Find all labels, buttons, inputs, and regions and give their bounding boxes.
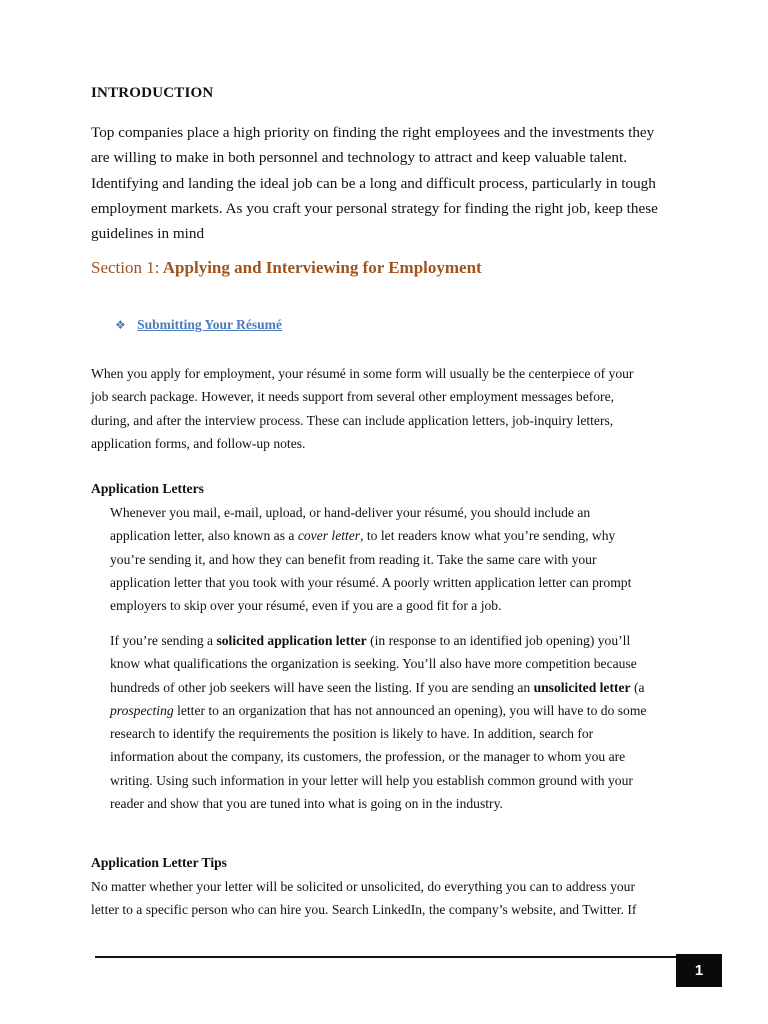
section1-paragraph <box>91 362 681 455</box>
line-segment: (a <box>630 679 645 695</box>
line-segment: application letter, also known as a <box>110 528 298 544</box>
paragraph-line: know what qualifications the organization is seeking. You’ll also have more competition because <box>110 656 637 672</box>
paragraph-line: No matter whether your letter will be solicited or unsolicited, do everything you can to address your <box>91 879 635 894</box>
paragraph-line: employers to skip over your résumé, even if you are a good fit for a job. <box>110 598 502 614</box>
bold-term: solicited application letter <box>216 633 367 648</box>
paragraph-line: application letter that you took with your résumé. A poorly written application letter can prompt <box>110 574 632 590</box>
page-number-badge: 1 <box>676 954 722 987</box>
paragraph-line: job search package. However, it needs support from several other employment messages before, <box>91 389 615 405</box>
application-letters-paragraph-2 <box>110 629 685 815</box>
italic-term: cover letter <box>297 528 361 544</box>
italic-term: prospecting <box>110 702 174 718</box>
line-segment: letter to an organization that has not announced an opening), you will have to do some <box>173 702 647 718</box>
line-segment: If you’re sending a <box>110 633 217 648</box>
paragraph-line: guidelines in mind <box>91 225 205 243</box>
submitting-resume-link[interactable]: Submitting Your Résumé <box>137 317 282 332</box>
paragraph-line <box>110 629 685 652</box>
paragraph-line: writing. Using such information in your letter will help you establish common ground with your <box>110 772 633 788</box>
introduction-paragraph <box>91 120 681 246</box>
application-letter-tips-heading: Application Letter Tips <box>91 855 227 870</box>
paragraph-line <box>110 676 685 699</box>
paragraph-line <box>110 699 685 722</box>
application-letters-heading: Application Letters <box>91 481 204 496</box>
application-letters-paragraph-1 <box>110 501 685 617</box>
bold-term: unsolicited letter <box>533 679 631 695</box>
paragraph-line: during, and after the interview process. These can include application letters, job-inquiry letters, <box>91 412 614 428</box>
paragraph-line: Top companies place a high priority on finding the right employees and the investments they <box>91 124 655 141</box>
paragraph-line <box>110 524 685 547</box>
bullet-item <box>115 317 282 333</box>
paragraph-line: employment markets. As you craft your personal strategy for finding the right job, keep these <box>91 199 658 217</box>
paragraph-line: application forms, and follow-up notes. <box>91 435 306 451</box>
paragraph-line: When you apply for employment, your résumé in some form will usually be the centerpiece of your <box>91 366 634 381</box>
paragraph-line: Whenever you mail, e-mail, upload, or hand-deliver your résumé, you should include an <box>110 505 591 520</box>
application-letter-tips-paragraph <box>91 875 681 922</box>
section-title-text: Applying and Interviewing for Employment <box>162 258 482 277</box>
paragraph-line: you’re sending it, and how they can benefit from reading it. Take the same care with your <box>110 551 597 567</box>
section-number: Section 1: <box>91 258 160 277</box>
line-segment: , to let readers know what you’re sending, why <box>360 528 616 544</box>
line-segment: (in response to an identified job opening) you’ll <box>366 633 631 648</box>
paragraph-line: research to identify the requirements the position is likely to have. In addition, search for <box>110 726 594 742</box>
paragraph-line: letter to a specific person who can hire you. Search LinkedIn, the company’s website, and Twitter. If <box>91 902 637 918</box>
paragraph-line: Identifying and landing the ideal job can be a long and difficult process, particularly in tough <box>91 174 656 192</box>
paragraph-line: reader and show that you are tuned into what is going on in the industry. <box>110 796 503 812</box>
section-title <box>91 258 482 278</box>
paragraph-line: information about the company, its customers, the profession, or the manager to whom you are <box>110 749 626 765</box>
line-segment: hundreds of other job seekers will have seen the listing. If you are sending an <box>110 679 534 695</box>
introduction-heading: INTRODUCTION <box>91 85 214 101</box>
diamond-bullet-icon: ❖ <box>115 318 126 332</box>
paragraph-line: are willing to make in both personnel and technology to attract and keep valuable talent. <box>91 149 628 167</box>
footer-divider <box>95 956 678 958</box>
